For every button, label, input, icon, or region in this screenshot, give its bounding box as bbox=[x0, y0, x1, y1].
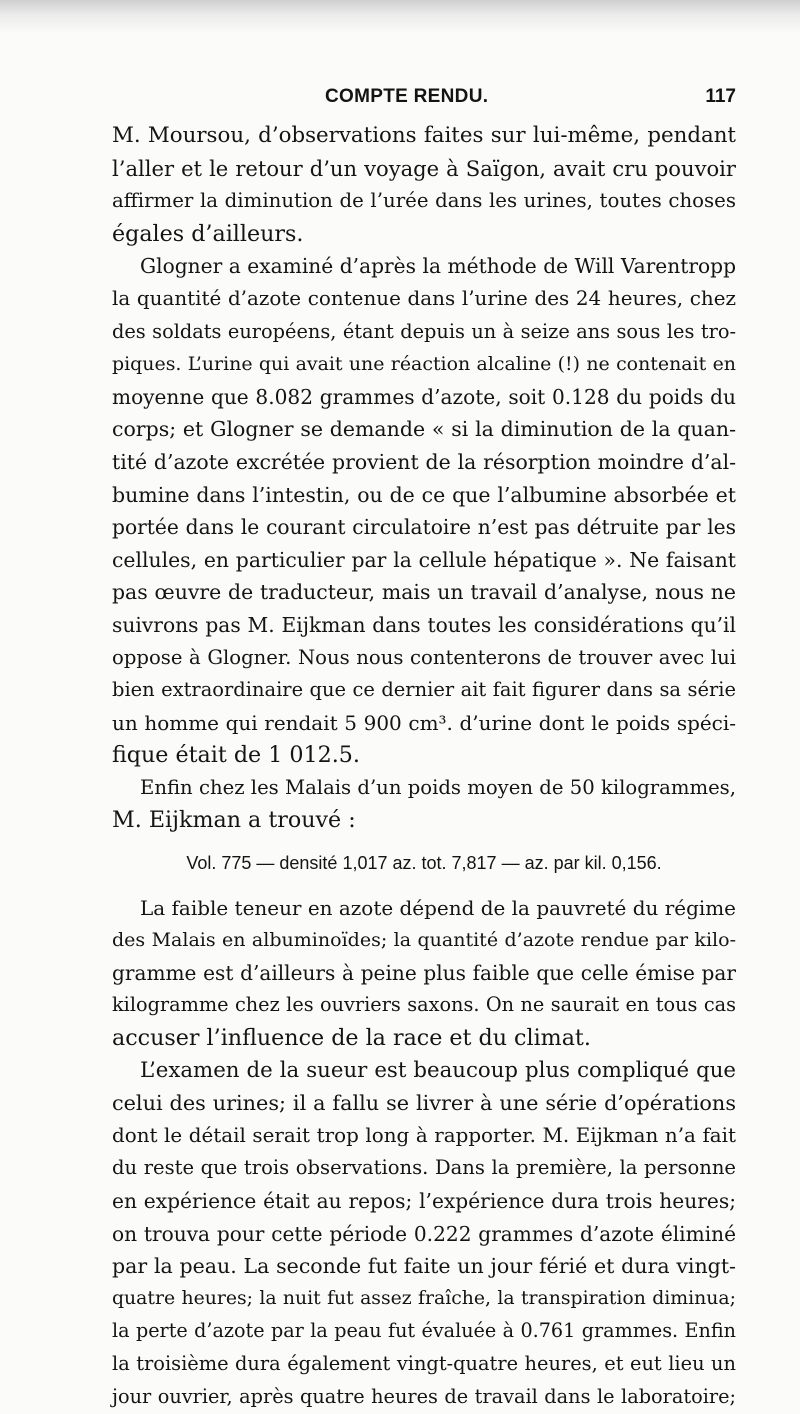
text-line: la perte d’azote par la peau fut évaluée à 0.761 grammes. Enfin bbox=[112, 1319, 736, 1343]
text-line: moyenne que 8.082 grammes d’azote, soit 0.128 du poids du bbox=[112, 384, 736, 409]
text-line: oppose à Glogner. Nous nous contenterons de trouver avec lui bbox=[112, 645, 736, 669]
text-line: du reste que trois observations. Dans la première, la personne bbox=[112, 1156, 736, 1180]
scan-shadow bbox=[0, 0, 800, 34]
text-line: L’examen de la sueur est beaucoup plus compliqué que bbox=[140, 1057, 736, 1083]
text-line: suivrons pas M. Eijkman dans toutes les considérations qu’il bbox=[112, 612, 736, 637]
page-number: 117 bbox=[705, 86, 736, 107]
text-line: bumine dans l’intestin, ou de ce que l’albumine absorbée et bbox=[112, 482, 736, 507]
text-line: des soldats européens, étant depuis un à seize ans sous les tro- bbox=[112, 319, 736, 343]
text-line: corps; et Glogner se demande « si la diminution de la quan- bbox=[112, 417, 736, 442]
text-line: gramme est d’ailleurs à peine plus faible que celle émise par bbox=[112, 960, 736, 985]
text-line: kilogramme chez les ouvriers saxons. On ne saurait en tous cas bbox=[112, 993, 736, 1017]
text-line: Glogner a examiné d’après la méthode de Will Varentropp bbox=[140, 254, 736, 279]
text-line: affirmer la diminution de l’urée dans les urines, toutes choses bbox=[112, 189, 736, 213]
text-line: celui des urines; il a fallu se livrer à une série d’opérations bbox=[112, 1091, 736, 1116]
measurement-line: Vol. 775 — densité 1,017 az. tot. 7,817 — az. par kil. 0,156. bbox=[186, 853, 662, 874]
text-line: quatre heures; la nuit fut assez fraîche, la transpiration diminua; bbox=[112, 1287, 736, 1309]
text-line: la quantité d’azote contenue dans l’urine des 24 heures, chez bbox=[112, 286, 736, 310]
text-line: par la peau. La seconde fut faite un jour férié et dura vingt- bbox=[112, 1254, 736, 1279]
text-line: bien extraordinaire que ce dernier ait fait figurer dans sa série bbox=[112, 678, 736, 702]
text-line: piques. L’urine qui avait une réaction alcaline (!) ne contenait en bbox=[112, 353, 736, 376]
text-line: jour ouvrier, après quatre heures de travail dans le laboratoire; bbox=[112, 1384, 736, 1408]
page-header bbox=[110, 86, 736, 116]
text-line: fique était de 1 012.5. bbox=[112, 742, 360, 769]
text-line: la troisième dura également vingt-quatre heures, et eut lieu un bbox=[112, 1351, 736, 1375]
text-line: M. Moursou, d’observations faites sur lui-même, pendant bbox=[112, 123, 736, 148]
text-line: cellules, en particulier par la cellule hépatique ». Ne faisant bbox=[112, 547, 736, 572]
text-line: portée dans le courant circulatoire n’est pas détruite par les bbox=[112, 515, 736, 540]
text-line: un homme qui rendait 5 900 cm³. d’urine dont le poids spéci- bbox=[112, 710, 736, 735]
text-line: des Malais en albuminoïdes; la quantité d’azote rendue par kilo- bbox=[112, 929, 736, 952]
text-line: l’aller et le retour d’un voyage à Saïgon, avait cru pouvoir bbox=[112, 155, 736, 181]
running-title: COMPTE RENDU. bbox=[325, 86, 489, 107]
text-line: Enfin chez les Malais d’un poids moyen de 50 kilogrammes, bbox=[140, 775, 736, 799]
text-line: égales d’ailleurs. bbox=[112, 220, 304, 247]
text-line: M. Eijkman a trouvé : bbox=[112, 807, 356, 834]
text-line: La faible teneur en azote dépend de la pauvreté du régime bbox=[140, 895, 736, 920]
body-text bbox=[112, 120, 736, 1413]
text-line: on trouva pour cette période 0.222 grammes d’azote éliminé bbox=[112, 1221, 736, 1246]
text-line: dont le détail serait trop long à rapporter. M. Eijkman n’a fait bbox=[112, 1123, 736, 1147]
text-line: tité d’azote excrétée provient de la résorption moindre d’al- bbox=[112, 449, 736, 474]
text-line: accuser l’influence de la race et du climat. bbox=[112, 1025, 591, 1052]
text-line: en expérience était au repos; l’expérience dura trois heures; bbox=[112, 1189, 736, 1213]
text-line: pas œuvre de traducteur, mais un travail d’analyse, nous ne bbox=[112, 580, 736, 605]
